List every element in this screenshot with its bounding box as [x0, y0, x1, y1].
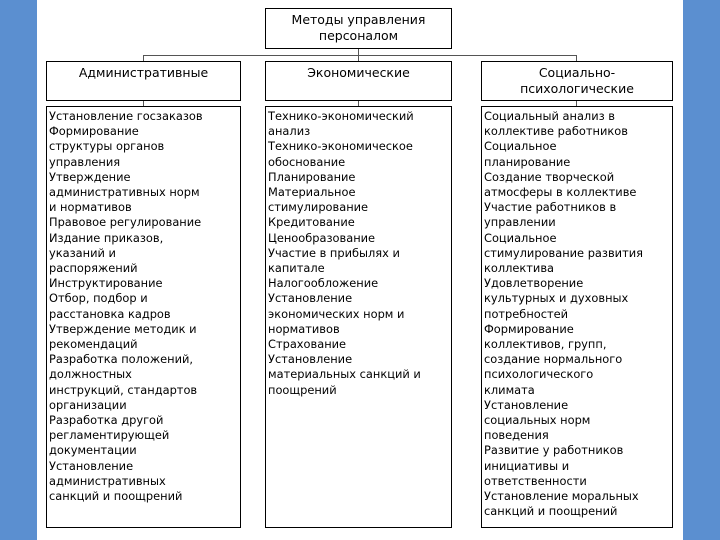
administrative-methods-list [46, 106, 241, 528]
connector [143, 55, 577, 56]
method-item: Налогообложение [268, 276, 379, 291]
method-item: Развитие у работников инициативы и ответственности [484, 443, 624, 488]
header-socio-psychological: Социально- психологические [481, 61, 673, 101]
method-item: Утверждение административных норм и нормативов [49, 169, 200, 215]
root-box: Методы управления персоналом [265, 8, 452, 49]
header-economic: Экономические [265, 61, 452, 101]
method-item: Удовлетворение культурных и духовных потребностей [484, 276, 629, 321]
method-item: Участие работников в управлении [484, 200, 617, 230]
connector [358, 48, 359, 55]
method-item: Социальное стимулирование развития коллектива [484, 230, 643, 276]
method-item: Отбор, подбор и расстановка кадров [49, 291, 171, 321]
method-item: Участие в прибылях и капитале [268, 245, 400, 276]
method-item: Разработка другой регламентирующей документации [49, 413, 170, 458]
method-item: Установление экономических норм и нормативов [268, 291, 405, 336]
method-item: Разработка положений, должностных инструкций, стандартов организации [49, 352, 198, 412]
method-item: Формирование структуры органов управления [49, 124, 165, 169]
method-item: Формирование коллективов, групп, создание нормального психологического климата [484, 321, 623, 397]
method-item: Материальное стимулирование [268, 185, 369, 215]
method-item: Правовое регулирование [49, 215, 202, 230]
method-item: Технико-экономический анализ [268, 109, 414, 139]
method-item: Издание приказов, указаний и распоряжений [49, 230, 164, 276]
method-item: Социальное планирование [484, 139, 571, 169]
method-item: Социальный анализ в коллективе работников [484, 109, 628, 139]
method-item: Страхование [268, 337, 347, 352]
method-item: Создание творческой атмосферы в коллективе [484, 169, 637, 200]
method-item: Инструктирование [49, 276, 163, 291]
method-item: Установление социальных норм поведения [484, 397, 591, 443]
right-frame [683, 0, 720, 540]
method-item: Установление госзаказов [49, 109, 203, 123]
left-frame [0, 0, 37, 540]
method-item: Технико-экономическое обоснование [268, 139, 413, 169]
method-item: Планирование [268, 169, 356, 184]
method-item: Установление административных санкций и поощрений [49, 458, 183, 504]
header-administrative: Административные [46, 61, 241, 101]
socio-psychological-methods-list [481, 106, 673, 528]
method-item: Установление моральных санкций и поощрений [484, 489, 639, 519]
method-item: Утверждение методик и рекомендаций [49, 321, 197, 352]
method-item: Установление материальных санкций и поощрений [268, 352, 421, 397]
economic-methods-list [265, 106, 452, 528]
method-item: Ценообразование [268, 230, 376, 245]
method-item: Кредитование [268, 215, 355, 230]
